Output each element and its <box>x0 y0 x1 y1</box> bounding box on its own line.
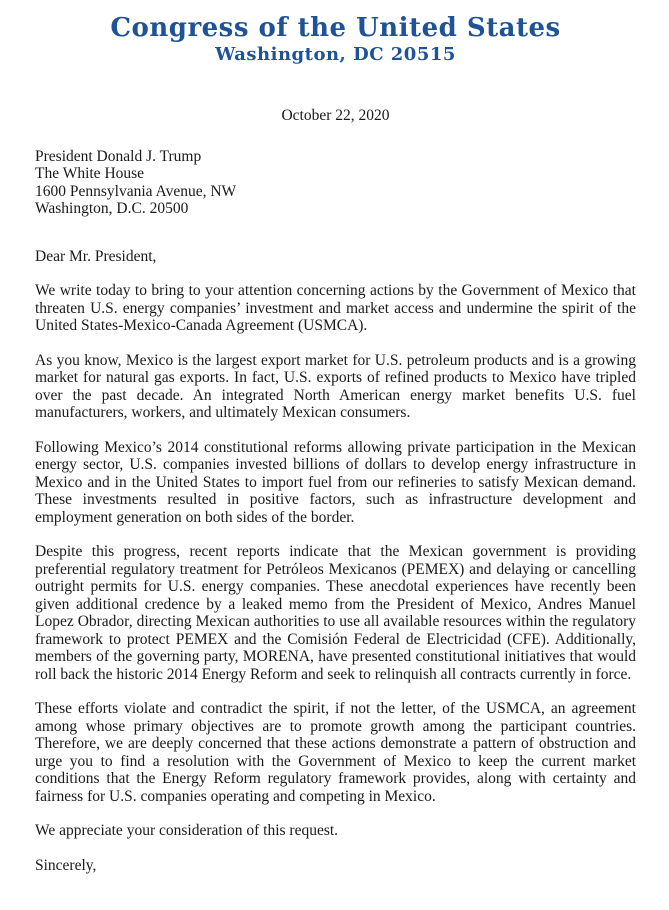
recipient-name: President Donald J. Trump <box>35 147 202 165</box>
date-line: October 22, 2020 <box>281 107 390 124</box>
closing-line: We appreciate your consideration of this request. <box>35 822 339 839</box>
letterhead <box>35 14 636 65</box>
body-paragraph-3: Following Mexico’s 2014 constitutional reforms allowing private participation in the Mexican energy sector, U.S. companies invested billions of dollars to develop energy infrastructure in Mexico and in the United States to import fuel from our refineries to satisfy Mexican demand. These investments resulted in positive factors, such as infrastructure development and employment generation on both sides of the border. <box>35 438 636 526</box>
letterhead-subtitle: Washington, DC 20515 <box>215 44 456 65</box>
recipient-organization: The White House <box>35 165 145 182</box>
salutation: Dear Mr. President, <box>35 247 157 265</box>
body-paragraph-1: We write today to bring to your attention concerning actions by the Government of Mexico that threaten U.S. energy companies’ investment and market access and undermine the spirit of the United States-Mexico-Canada Agreement (USMCA). <box>35 282 636 334</box>
recipient-street: 1600 Pennsylvania Avenue, NW <box>35 182 237 200</box>
recipient-address <box>35 148 636 218</box>
signoff: Sincerely, <box>35 856 97 874</box>
body-paragraph-2: As you know, Mexico is the largest export market for U.S. petroleum products and is a growing market for natural gas exports. In fact, U.S. exports of refined products to Mexico have tripled over the past decade. An integrated North American energy market benefits U.S. fuel manufacturers, workers, and ultimately Mexican consumers. <box>35 351 636 421</box>
body-paragraph-4: Despite this progress, recent reports indicate that the Mexican government is providing preferential regulatory treatment for Petróleos Mexicanos (PEMEX) and delaying or cancelling outright permits for U.S. energy companies. These anecdotal experiences have recently been given additional credence by a leaked memo from the President of Mexico, Andres Manuel Lopez Obrador, directing Mexican authorities to use all available resources within the regulatory framework to protect PEMEX and the Comisión Federal de Electricidad (CFE). Additionally, members of the governing party, MORENA, have presented constitutional initiatives that would roll back the historic 2014 Energy Reform and seek to relinquish all contracts currently in force. <box>35 543 636 683</box>
body-paragraph-5: These efforts violate and contradict the spirit, if not the letter, of the USMCA, an agreement among whose primary objectives are to promote growth among the participant countries. Therefore, we are deeply concerned that these actions demonstrate a pattern of obstruction and urge you to find a resolution with the Government of Mexico to keep the current market conditions that the Energy Reform regulatory framework provides, along with certainty and fairness for U.S. companies operating and competing in Mexico. <box>35 700 636 805</box>
recipient-city: Washington, D.C. 20500 <box>35 200 189 217</box>
letterhead-title: Congress of the United States <box>110 13 561 43</box>
